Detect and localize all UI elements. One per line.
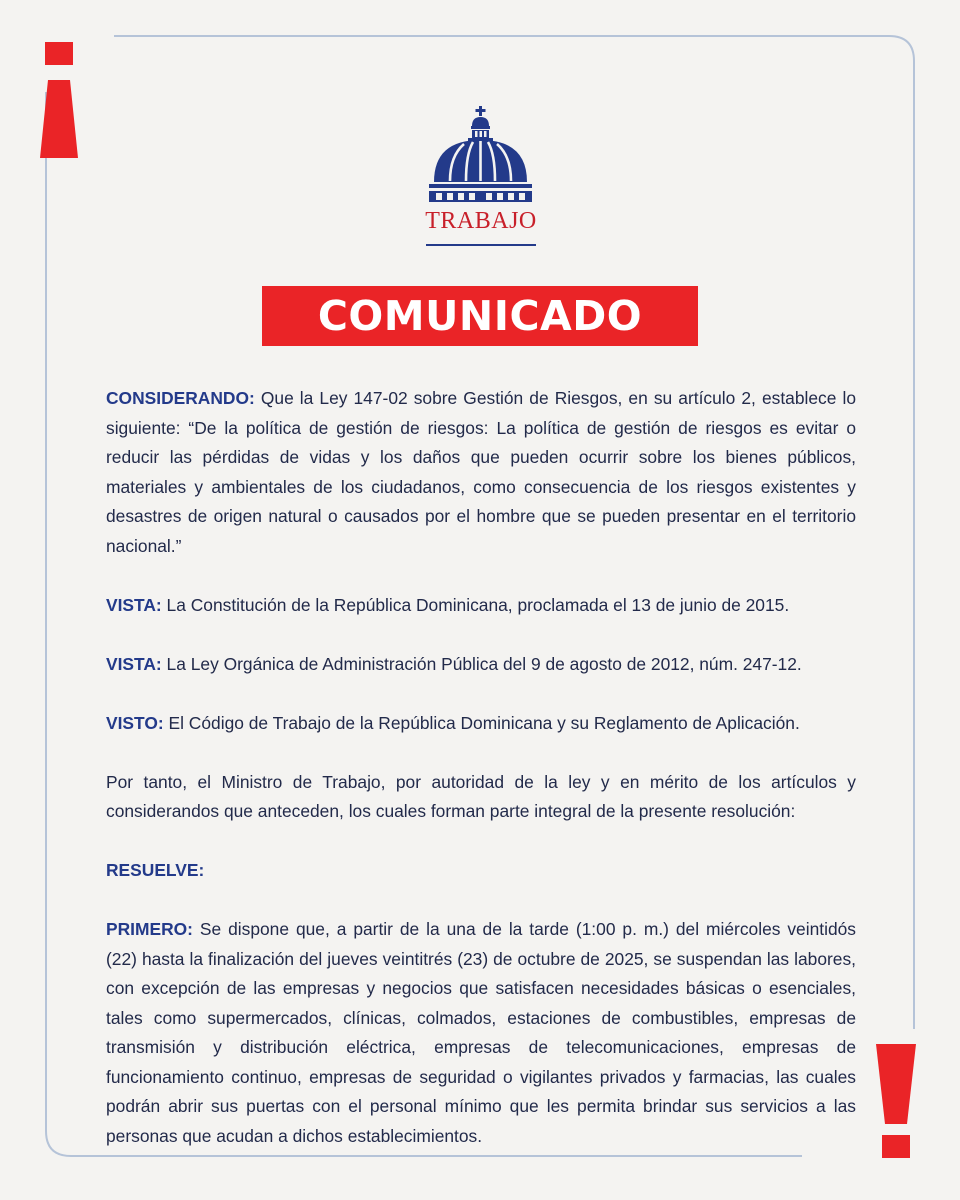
considerando-text: Que la Ley 147-02 sobre Gestión de Riesgos, en su artículo 2, establece lo siguiente: “De la política de gestión de riesgos: La política de gestión de riesgos es evitar o reducir las pérdidas de vidas y los daños que pueden ocurrir sobre los bienes públicos, materiales y ambientales de los ciudadanos, como consecuencia de los riesgos existentes y desastres de origen natural o causados por el hombre que se pueden presentar en el territorio nacional.”	[106, 388, 856, 556]
vista-ley-text: La Ley Orgánica de Administración Pública del 9 de agosto de 2012, núm. 247-12.	[161, 653, 802, 674]
ministry-logo	[420, 104, 542, 252]
considerando-paragraph	[106, 384, 856, 561]
considerando-label: CONSIDERANDO:	[106, 388, 255, 408]
vista-constitucion-label: VISTA:	[106, 594, 162, 615]
comunicado-banner	[262, 286, 698, 346]
visto-paragraph	[106, 709, 856, 739]
visto-text: El Código de Trabajo de la República Dominicana y su Reglamento de Aplicación.	[163, 712, 800, 733]
vista-constitucion-paragraph	[106, 591, 856, 621]
por-tanto-paragraph: Por tanto, el Ministro de Trabajo, por autoridad de la ley y en mérito de los artículos y considerandos que anteceden, los cuales forman parte integral de la presente resolución:	[106, 771, 856, 821]
exclamation-icon	[874, 1044, 918, 1160]
resuelve-label: RESUELVE:	[106, 860, 205, 880]
banner-title: COMUNICADO	[317, 292, 643, 340]
inverted-exclamation-icon	[40, 42, 80, 158]
vista-ley-paragraph	[106, 650, 856, 680]
primero-label: PRIMERO:	[106, 919, 193, 939]
vista-constitucion-text: La Constitución de la República Dominicana, proclamada el 13 de junio de 2015.	[161, 594, 790, 615]
logo-wordmark: TRABAJO	[425, 208, 537, 234]
visto-label: VISTO:	[106, 712, 164, 733]
primero-paragraph	[106, 915, 856, 1151]
document-body	[106, 384, 856, 1151]
primero-text: Se dispone que, a partir de la una de la tarde (1:00 p. m.) del miércoles veintidós (22) hasta la finalización del jueves veintitrés (23) de octubre de 2025, se suspendan las labores, con excepción de las empresas y negocios que satisfacen necesidades básicas o esenciales, tales como supermercados, clínicas, colmados, estaciones de combustibles, empresas de transmisión y distribución eléctrica, empresas de telecomunicaciones, empresas de funcionamiento continuo, empresas de seguridad o vigilantes privados y farmacias, las cuales podrán abrir sus puertas con el personal mínimo que les permita brindar sus servicios a las personas que acudan a dichos establecimientos.	[106, 919, 856, 1146]
resuelve-paragraph	[106, 856, 856, 886]
vista-ley-label: VISTA:	[106, 653, 162, 674]
logo-underline	[420, 242, 542, 252]
dome-icon	[420, 104, 542, 204]
